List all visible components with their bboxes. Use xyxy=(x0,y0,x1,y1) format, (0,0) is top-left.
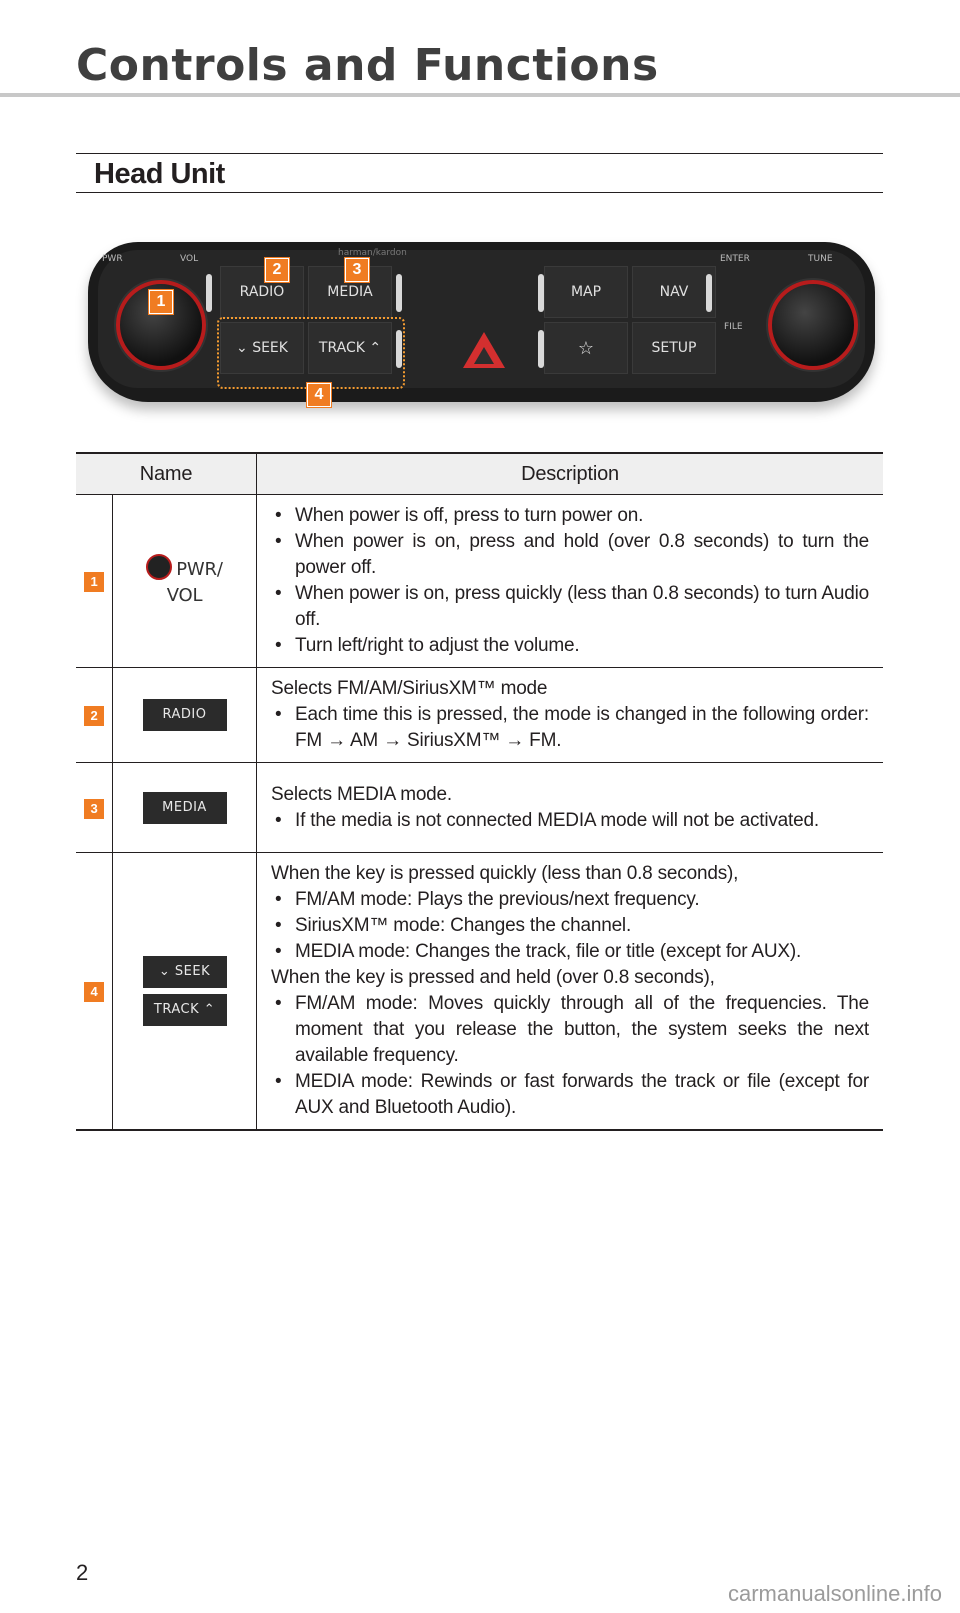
tune-label: TUNE xyxy=(808,254,833,264)
enter-label: ENTER xyxy=(720,254,750,264)
favorite-star-button[interactable]: ☆ xyxy=(544,322,628,374)
track-key-label: TRACK ⌃ xyxy=(143,994,227,1026)
radio-button[interactable]: RADIO xyxy=(220,266,304,318)
name-cell xyxy=(113,495,257,668)
divider-slot xyxy=(396,274,402,312)
callout-4: 4 xyxy=(307,383,331,407)
list-item: • When power is on, press quickly (less than 0.8 seconds) to turn Audio off. xyxy=(271,581,869,633)
section-header xyxy=(76,153,883,193)
row-number-badge: 1 xyxy=(84,572,104,592)
brand-label: harman/kardon xyxy=(338,248,407,258)
radio-key-label: RADIO xyxy=(143,699,227,731)
controls-table xyxy=(76,452,883,1131)
name-cell xyxy=(113,853,257,1131)
callout-1: 1 xyxy=(149,290,173,314)
description-intro: When the key is pressed and held (over 0.8 seconds), xyxy=(271,967,715,988)
pwr-label: PWR xyxy=(102,254,123,264)
row-number-badge: 3 xyxy=(84,799,104,819)
description-cell xyxy=(257,668,884,763)
name-cell xyxy=(113,668,257,763)
setup-button[interactable]: SETUP xyxy=(632,322,716,374)
name-column-header: Name xyxy=(76,453,257,495)
divider-slot xyxy=(538,274,544,312)
knob-icon xyxy=(146,554,172,580)
description-cell xyxy=(257,763,884,853)
pwr-vol-name: PWR/ xyxy=(114,554,255,583)
list-item: • FM/AM mode: Plays the previous/next frequency. xyxy=(271,887,869,913)
nav-button[interactable]: NAV xyxy=(632,266,716,318)
page-title: Controls and Functions xyxy=(76,40,659,91)
row-number-badge: 2 xyxy=(84,706,104,726)
description-column-header: Description xyxy=(257,453,884,495)
table-row xyxy=(76,668,883,763)
section-title: Head Unit xyxy=(94,158,225,190)
enter-tune-knob[interactable] xyxy=(768,280,858,370)
list-item: • Each time this is pressed, the mode is changed in the following order: FM → AM → SiriusXM™ → FM. xyxy=(271,702,869,754)
row-number-cell xyxy=(76,763,113,853)
list-item: • If the media is not connected MEDIA mode will not be activated. xyxy=(271,808,869,834)
file-label: FILE xyxy=(724,322,743,332)
media-key-label: MEDIA xyxy=(143,792,227,824)
map-button[interactable]: MAP xyxy=(544,266,628,318)
hazard-inner-icon xyxy=(474,347,494,364)
list-item: • When power is off, press to turn power on. xyxy=(271,503,869,529)
table-row xyxy=(76,495,883,668)
row-number-badge: 4 xyxy=(84,982,104,1002)
seek-key-label: ⌄ SEEK xyxy=(143,956,227,988)
page-number: 2 xyxy=(76,1560,89,1585)
pwr-vol-name-line2: VOL xyxy=(166,584,203,606)
list-item: • MEDIA mode: Rewinds or fast forwards the track or file (except for AUX and Bluetooth Audio). xyxy=(271,1069,869,1121)
row-number-cell xyxy=(76,495,113,668)
row-number-cell xyxy=(76,853,113,1131)
callout-2: 2 xyxy=(265,258,289,282)
table-header-row xyxy=(76,453,883,495)
list-item: • SiriusXM™ mode: Changes the channel. xyxy=(271,913,869,939)
track-button[interactable]: TRACK ⌃ xyxy=(308,322,392,374)
title-rule xyxy=(0,93,960,97)
list-item: • MEDIA mode: Changes the track, file or title (except for AUX). xyxy=(271,939,869,965)
seek-track-highlight xyxy=(217,317,405,389)
name-cell xyxy=(113,763,257,853)
description-intro: Selects FM/AM/SiriusXM™ mode xyxy=(271,678,548,699)
row-number-cell xyxy=(76,668,113,763)
divider-slot xyxy=(538,330,544,368)
callout-3: 3 xyxy=(345,258,369,282)
divider-slot xyxy=(206,274,212,312)
description-intro: When the key is pressed quickly (less than 0.8 seconds), xyxy=(271,863,739,884)
watermark: carmanualsonline.info xyxy=(727,1581,942,1606)
media-button[interactable]: MEDIA xyxy=(308,266,392,318)
description-cell xyxy=(257,853,884,1131)
description-cell xyxy=(257,495,884,668)
divider-slot xyxy=(706,274,712,312)
list-item: • FM/AM mode: Moves quickly through all of the frequencies. The moment that you release the button, the system seeks the next available frequency. xyxy=(271,991,869,1069)
description-intro: Selects MEDIA mode. xyxy=(271,783,452,805)
vol-label: VOL xyxy=(180,254,199,264)
head-unit-panel xyxy=(88,242,875,402)
seek-button[interactable]: ⌄ SEEK xyxy=(220,322,304,374)
table-row xyxy=(76,763,883,853)
list-item: • Turn left/right to adjust the volume. xyxy=(271,633,869,659)
table-row xyxy=(76,853,883,1131)
list-item: • When power is on, press and hold (over 0.8 seconds) to turn the power off. xyxy=(271,529,869,581)
